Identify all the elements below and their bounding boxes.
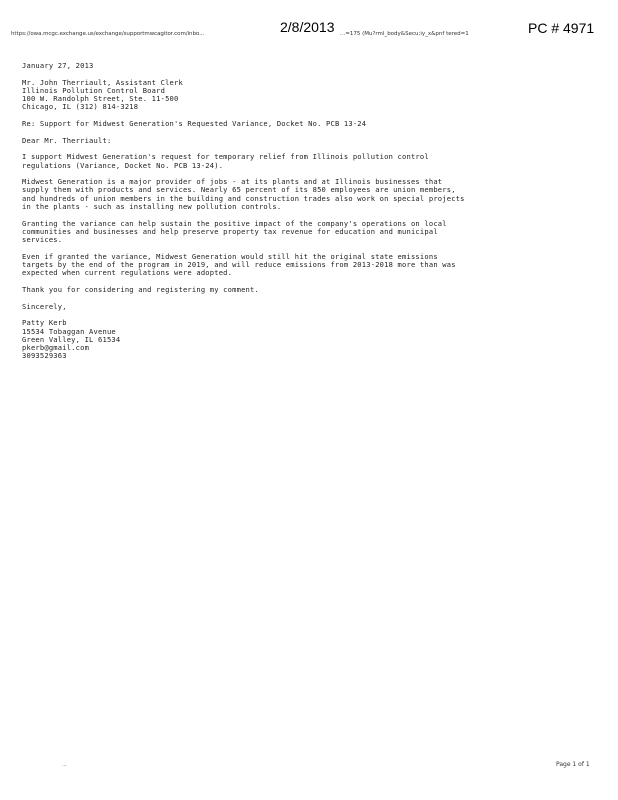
salutation: Dear Mr. Therriault: <box>22 135 112 145</box>
paragraph-line: communities and businesses and help preserve property tax revenue for education and municipal <box>22 226 438 236</box>
footer-mark: ... <box>62 762 67 768</box>
recipient-line: Mr. John Therriault, Assistant Clerk <box>22 77 183 87</box>
signature-email: pkerb@gmail.com <box>22 343 90 353</box>
paragraph <box>22 286 602 294</box>
received-date-stamp: 2/8/2013 <box>280 19 335 35</box>
paragraph-line: and hundreds of union members in the building and construction trades also work on special projects <box>22 193 465 203</box>
paragraph-line: services. <box>22 235 63 245</box>
signature-address: 15534 Tobaggan Avenue <box>22 326 116 336</box>
paragraph-line: in the plants - such as installing new pollution controls. <box>22 202 282 212</box>
paragraph-line: Thank you for considering and registering my comment. <box>22 285 259 295</box>
paragraph <box>22 220 602 245</box>
paragraph-line: I support Midwest Generation's request for temporary relief from Illinois pollution control <box>22 152 429 162</box>
header-url-continued: ...=175 (Mu?rml_body&Secu;iy_x&pnf tered=1 <box>340 31 469 37</box>
header-url: https://owa.mcgc.exchange.us/exchange/supportmwcagitor.com/inbo... <box>11 31 205 37</box>
paragraph <box>22 253 602 278</box>
paragraph-line: targets by the end of the program in 2019, and will reduce emissions from 2013-2018 more than was <box>22 260 456 270</box>
paragraph-line: supply them with products and services. Nearly 65 percent of its 850 employees are union members, <box>22 185 456 195</box>
paragraph <box>22 153 602 170</box>
paragraph-line: Midwest Generation is a major provider of jobs - at its plants and at Illinois businesses that <box>22 177 443 187</box>
paragraph <box>22 178 602 211</box>
subject-line: Re: Support for Midwest Generation's Requested Variance, Docket No. PCB 13-24 <box>22 119 367 129</box>
recipient-line: Illinois Pollution Control Board <box>22 85 166 95</box>
paragraph-line: regulations (Variance, Docket No. PCB 13-24). <box>22 160 224 170</box>
page-number: Page 1 of 1 <box>556 761 590 768</box>
letter-date: January 27, 2013 <box>22 61 94 70</box>
paragraph-line: expected when current regulations were adopted. <box>22 268 233 278</box>
closing: Sincerely, <box>22 301 67 311</box>
recipient-line: 100 W. Randolph Street, Ste. 11-500 <box>22 94 179 104</box>
letter-body <box>22 62 602 361</box>
paragraph-line: Granting the variance can help sustain the positive impact of the company's operations on local <box>22 218 447 228</box>
signature-city: Green Valley, IL 61534 <box>22 334 121 344</box>
paragraph-line: Even if granted the variance, Midwest Generation would still hit the original state emissions <box>22 251 438 261</box>
pc-number-stamp: PC # 4971 <box>528 20 595 36</box>
recipient-line: Chicago, IL (312) 814-3218 <box>22 102 139 112</box>
signature-phone: 3093529363 <box>22 351 67 361</box>
signature-name: Patty Kerb <box>22 318 67 328</box>
